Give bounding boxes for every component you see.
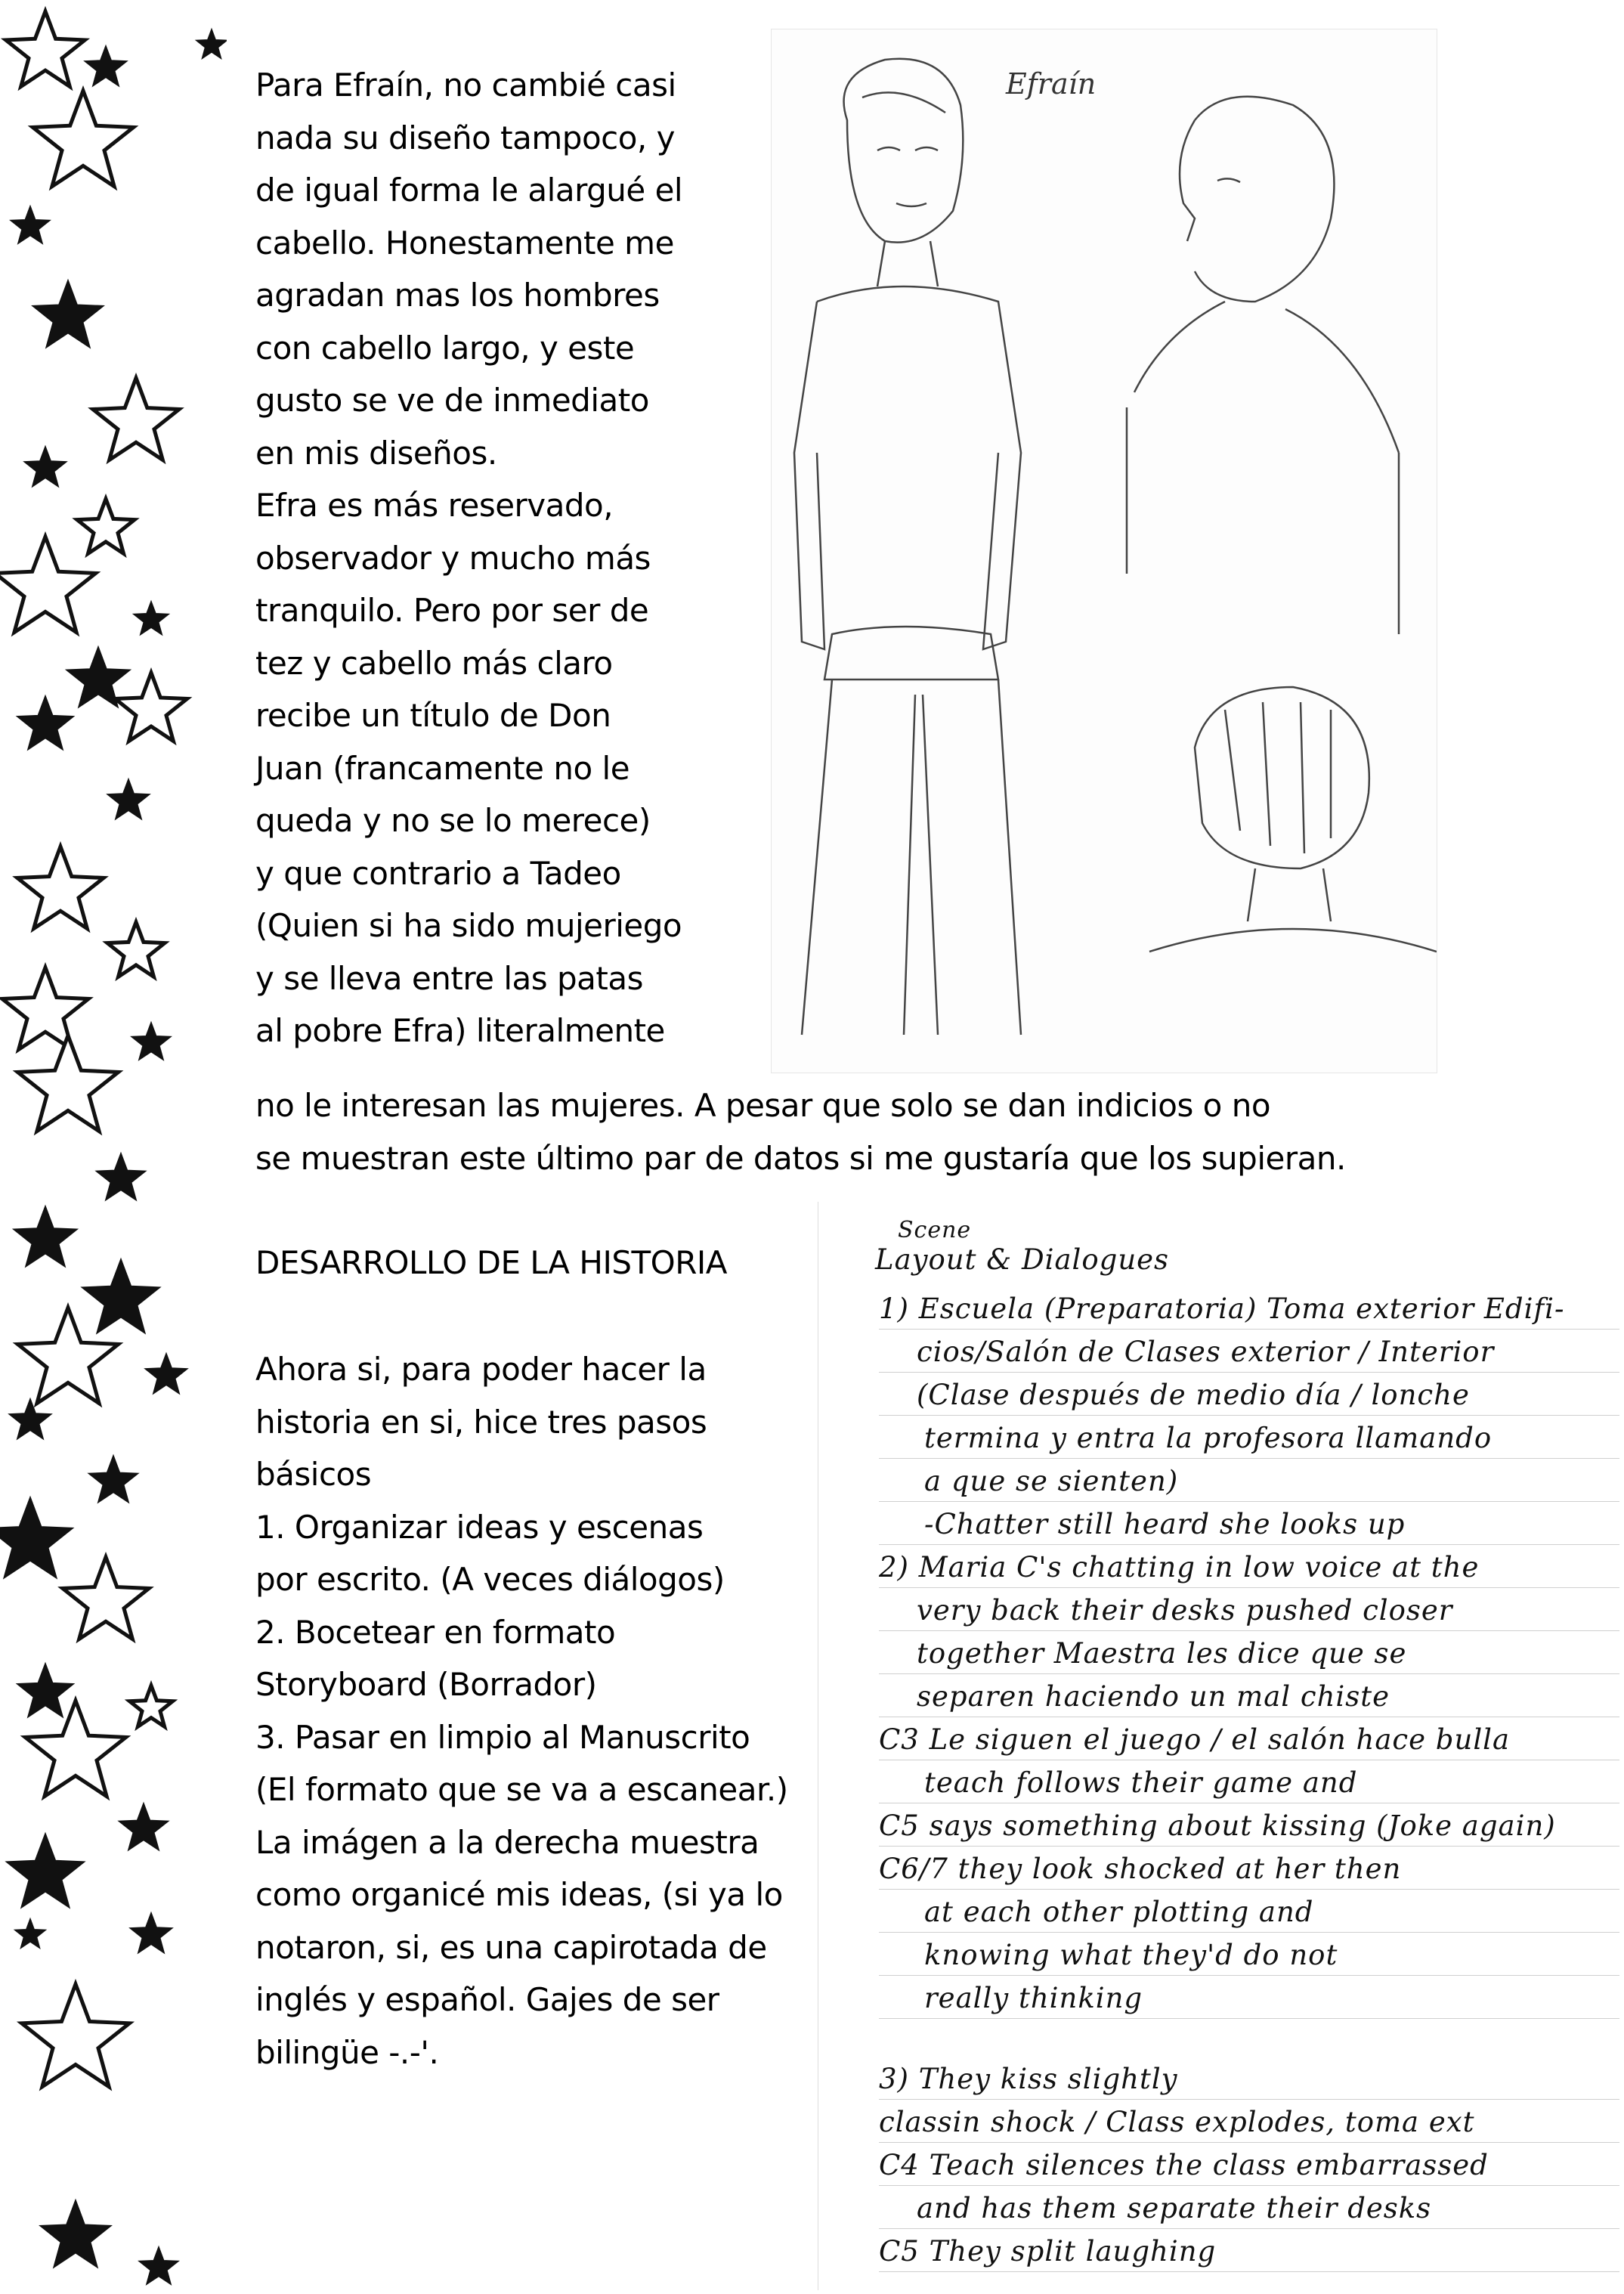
notes-line: -Chatter still heard she looks up bbox=[924, 1508, 1406, 1540]
star-icon bbox=[119, 1803, 169, 1850]
star-icon bbox=[17, 695, 74, 750]
notes-rule bbox=[879, 1501, 1619, 1502]
notes-title-top: Scene bbox=[898, 1217, 972, 1243]
star-icon bbox=[138, 2246, 178, 2285]
intro-line: (Quien si ha sido mujeriego bbox=[255, 907, 682, 944]
section-heading bbox=[255, 1237, 727, 1289]
notes-line: separen haciendo un mal chiste bbox=[917, 1680, 1390, 1713]
star-icon bbox=[9, 1398, 52, 1439]
star-icon bbox=[115, 673, 187, 741]
star-icon bbox=[107, 922, 165, 977]
intro-text bbox=[255, 59, 682, 1057]
notes-rule bbox=[879, 1372, 1619, 1373]
star-icon bbox=[25, 1701, 125, 1797]
wide-line: se muestran este último par de datos si me gustaría que los supieran. bbox=[255, 1139, 1346, 1177]
notes-line: C6/7 they look shocked at her then bbox=[879, 1853, 1402, 1885]
sketch-drawing bbox=[772, 29, 1437, 1073]
intro-line: de igual forma le alargué el bbox=[255, 172, 683, 209]
character-sketch bbox=[771, 29, 1437, 1073]
star-icon bbox=[32, 91, 133, 187]
intro-line: en mis diseños. bbox=[255, 434, 497, 472]
intro-line: Juan (francamente no le bbox=[255, 749, 630, 787]
star-icon bbox=[24, 446, 67, 487]
star-icon bbox=[2, 967, 88, 1050]
notes-rule bbox=[879, 2228, 1619, 2229]
notes-rule bbox=[879, 1329, 1619, 1330]
process-line: bilingüe -.-'. bbox=[255, 2033, 439, 2071]
star-icon bbox=[130, 1912, 173, 1953]
notes-rule bbox=[879, 2271, 1619, 2272]
notes-line: termina y entra la profesora llamando bbox=[924, 1422, 1493, 1454]
star-icon bbox=[0, 1497, 73, 1579]
sketch-label: Efraín bbox=[1006, 67, 1097, 101]
notes-line: C5 They split laughing bbox=[879, 2235, 1217, 2268]
intro-line: tranquilo. Pero por ser de bbox=[255, 592, 649, 629]
star-icon bbox=[131, 1022, 171, 1060]
notes-line: (Clase después de medio día / lonche bbox=[917, 1379, 1470, 1411]
star-icon bbox=[88, 1455, 139, 1503]
process-line: historia en si, hice tres pasos bbox=[255, 1403, 707, 1441]
notes-title: Layout & Dialogues bbox=[875, 1243, 1170, 1276]
intro-line: Efra es más reservado, bbox=[255, 487, 614, 524]
notes-line: at each other plotting and bbox=[924, 1896, 1314, 1928]
star-icon bbox=[107, 779, 150, 819]
notes-line: classin shock / Class explodes, toma ext bbox=[879, 2106, 1475, 2138]
notes-line: C3 Le siguen el juego / el salón hace bulla bbox=[879, 1723, 1511, 1756]
intro-line: con cabello largo, y este bbox=[255, 329, 635, 367]
process-line: como organicé mis ideas, (si ya lo bbox=[255, 1876, 783, 1913]
notes-rule bbox=[879, 1415, 1619, 1416]
notes-line: 1) Escuela (Preparatoria) Toma exterior Edifi- bbox=[879, 1293, 1565, 1325]
notes-line: 2) Maria C's chatting in low voice at the bbox=[879, 1551, 1480, 1584]
star-icon bbox=[32, 280, 104, 348]
intro-line: agradan mas los hombres bbox=[255, 277, 660, 314]
notes-rule bbox=[879, 1587, 1619, 1588]
star-icon bbox=[22, 1984, 130, 2087]
star-icon bbox=[14, 1918, 46, 1949]
process-line: inglés y español. Gajes de ser bbox=[255, 1981, 719, 2018]
wide-text bbox=[255, 1079, 1346, 1184]
star-icon bbox=[82, 1258, 161, 1334]
star-icon bbox=[93, 378, 179, 460]
notes-rule bbox=[879, 1544, 1619, 1545]
process-line: notaron, si, es una capirotada de bbox=[255, 1928, 767, 1966]
notes-rule bbox=[879, 1889, 1619, 1890]
process-line: por escrito. (A veces diálogos) bbox=[255, 1561, 725, 1598]
intro-line: y se lleva entre las patas bbox=[255, 959, 643, 997]
star-icon bbox=[39, 2200, 111, 2268]
intro-line: y que contrario a Tadeo bbox=[255, 854, 621, 892]
notes-rule bbox=[879, 1673, 1619, 1674]
notes-line: and has them separate their desks bbox=[917, 2192, 1432, 2224]
notes-line: C4 Teach silences the class embarrassed bbox=[879, 2149, 1489, 2181]
stars-border bbox=[0, 0, 227, 2294]
intro-line: tez y cabello más claro bbox=[255, 644, 613, 682]
notes-line: very back their desks pushed closer bbox=[917, 1594, 1453, 1627]
intro-line: recibe un título de Don bbox=[255, 697, 611, 734]
notes-line: C5 says something about kissing (Joke again) bbox=[879, 1810, 1556, 1842]
intro-line: observador y mucho más bbox=[255, 539, 651, 577]
star-icon bbox=[13, 1206, 78, 1267]
notes-line: together Maestra les dice que se bbox=[917, 1637, 1407, 1670]
process-line: (El formato que se va a escanear.) bbox=[255, 1771, 788, 1808]
notes-rule bbox=[879, 1458, 1619, 1459]
star-icon bbox=[196, 29, 227, 59]
intro-line: Para Efraín, no cambié casi bbox=[255, 67, 676, 104]
process-line: La imágen a la derecha muestra bbox=[255, 1823, 759, 1861]
process-line: básicos bbox=[255, 1456, 372, 1493]
notes-line: teach follows their game and bbox=[924, 1766, 1358, 1799]
star-icon bbox=[77, 499, 135, 553]
notes-rule bbox=[879, 2185, 1619, 2186]
star-icon bbox=[145, 1353, 188, 1394]
star-icon bbox=[10, 206, 50, 244]
notes-line: really thinking bbox=[924, 1982, 1143, 2014]
notes-rule bbox=[879, 2142, 1619, 2143]
notes-rule bbox=[879, 2099, 1619, 2100]
star-icon bbox=[17, 1663, 74, 1717]
process-line: 3. Pasar en limpio al Manuscrito bbox=[255, 1718, 750, 1756]
notes-line: knowing what they'd do not bbox=[924, 1939, 1338, 1971]
process-line: 1. Organizar ideas y escenas bbox=[255, 1508, 704, 1546]
notes-rule bbox=[879, 1846, 1619, 1847]
star-icon bbox=[130, 1686, 173, 1726]
star-icon bbox=[133, 601, 169, 635]
process-line: Ahora si, para poder hacer la bbox=[255, 1351, 707, 1388]
notes-rule bbox=[879, 1630, 1619, 1631]
notes-line: 3) They kiss slightly bbox=[879, 2063, 1178, 2095]
process-text bbox=[255, 1343, 788, 2079]
notes-rule bbox=[879, 1932, 1619, 1933]
wide-line: no le interesan las mujeres. A pesar que solo se dan indicios o no bbox=[255, 1087, 1271, 1124]
intro-line: cabello. Honestamente me bbox=[255, 224, 674, 262]
star-icon bbox=[6, 11, 85, 87]
star-icon bbox=[17, 1036, 118, 1132]
intro-line: al pobre Efra) literalmente bbox=[255, 1012, 665, 1049]
star-icon bbox=[96, 1153, 147, 1200]
star-icon bbox=[63, 1557, 149, 1639]
star-icon bbox=[6, 1833, 85, 1909]
process-line: 2. Bocetear en formato bbox=[255, 1613, 616, 1651]
notes-rule bbox=[879, 1975, 1619, 1976]
notes-line: cios/Salón de Clases exterior / Interior bbox=[917, 1336, 1495, 1368]
intro-line: queda y no se lo merece) bbox=[255, 802, 651, 839]
intro-line: gusto se ve de inmediato bbox=[255, 382, 649, 419]
process-line: Storyboard (Borrador) bbox=[255, 1666, 597, 1703]
star-icon bbox=[85, 45, 128, 86]
star-icon bbox=[0, 537, 96, 633]
notes-rule bbox=[879, 2018, 1619, 2019]
notes-line: a que se sienten) bbox=[924, 1465, 1179, 1497]
star-icon bbox=[17, 847, 104, 929]
heading-text: DESARROLLO DE LA HISTORIA bbox=[255, 1244, 728, 1281]
intro-line: nada su diseño tampoco, y bbox=[255, 119, 675, 156]
handwritten-notes bbox=[818, 1202, 1624, 2290]
